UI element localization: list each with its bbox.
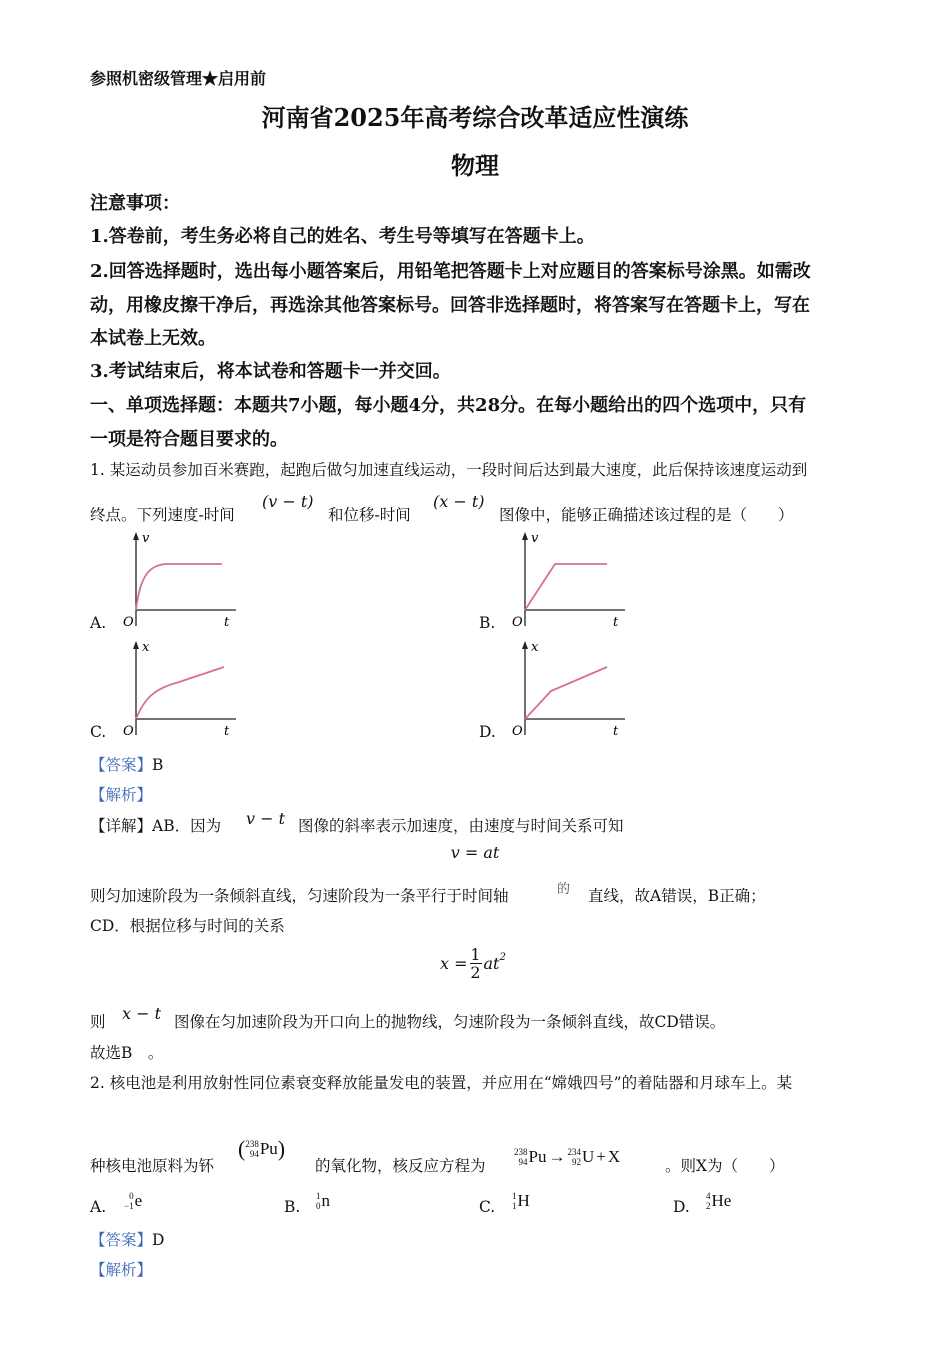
section-heading-line-2: 一项是符合题目要求的。 [90, 429, 288, 450]
q1-option-d-graph[interactable] [507, 639, 637, 739]
a-symbol: e [134, 1191, 143, 1210]
notice-item-2-line-1: 2.回答选择题时，选出每小题答案后，用铅笔把答题卡上对应题目的答案标号涂黑。如需改 [90, 261, 811, 282]
origin-label: O [512, 615, 523, 630]
q1-option-d-label: D. [479, 723, 496, 741]
q2-option-c[interactable] [512, 1184, 530, 1211]
a-z: −1 [124, 1201, 134, 1211]
q1-option-b-label: B. [479, 614, 496, 632]
eq-u-symbol: U [581, 1147, 595, 1166]
axis-label-v: v [142, 531, 150, 546]
q1-stem-line-2b: 和位移-时间 [328, 506, 411, 524]
equation-v-at: v = at [450, 843, 500, 862]
b-mass: 1 [316, 1191, 321, 1201]
d-z: 2 [706, 1201, 711, 1211]
velocity-curve [136, 564, 222, 610]
q2-stem-line-2b: 的氧化物，核反应方程为 [315, 1157, 486, 1175]
q1-detail-vt-symbol: v − t [246, 809, 286, 828]
q1-stem-line-2a: 终点。下列速度-时间 [90, 506, 235, 524]
notice-item-2-line-2: 动，用橡皮擦干净后，再选涂其他答案标号。回答非选择题时，将答案写在答题卡上，写在 [90, 295, 810, 316]
q2-pu-nuclide: ( 238 94 Pu ) [238, 1136, 286, 1161]
c-mass: 1 [512, 1191, 517, 1201]
q1-detail-line-2a: 则匀加速阶段为一条倾斜直线，匀速阶段为一条平行于时间轴 [90, 887, 509, 905]
y-axis-arrow [133, 641, 139, 649]
q1-conclusion: 故选B 。 [90, 1044, 164, 1062]
q2-answer-line [90, 1228, 164, 1250]
answer-tag: 【答案】 [90, 756, 153, 774]
q1-detail-line-1b: 图像的斜率表示加速度，由速度与时间关系可知 [298, 817, 624, 835]
q2-stem-line-2a: 种核电池原料为钚 [90, 1157, 215, 1175]
q1-answer-value: B [152, 756, 164, 774]
eq-pu-mass: 238 [514, 1147, 528, 1157]
notice-item-2-line-3: 本试卷上无效。 [90, 328, 216, 349]
pu-mass-number: 238 [245, 1139, 259, 1149]
notice-item-1: 1.答卷前，考生务必将自己的姓名、考生号等填写在答题卡上。 [90, 226, 595, 247]
axis-label-t: t [613, 615, 619, 630]
q2-option-b[interactable] [316, 1184, 330, 1211]
q2-reaction-equation [514, 1140, 620, 1167]
exam-title: 河南省2025年高考综合改革适应性演练 [261, 103, 689, 132]
fraction-half [470, 946, 482, 981]
d-mass: 4 [706, 1191, 711, 1201]
displacement-line [525, 667, 607, 719]
q1-option-a-graph[interactable] [118, 530, 248, 630]
eq-exponent: 2 [499, 952, 506, 963]
displacement-curve [136, 667, 224, 719]
q2-option-d-label: D. [673, 1198, 690, 1216]
notice-heading: 注意事项： [90, 193, 180, 214]
eq-pu-z: 94 [518, 1157, 528, 1167]
q1-answer-line [90, 753, 163, 775]
q2-option-a-label: A. [90, 1198, 107, 1216]
d-symbol: He [711, 1191, 732, 1210]
q2-analysis-tag: 【解析】 [90, 1261, 153, 1279]
section-heading-line-1: 一、单项选择题：本题共7小题，每小题4分，共28分。在每小题给出的四个选项中，只有 [90, 395, 807, 416]
q1-option-a-label: A. [90, 614, 107, 632]
pu-symbol: Pu [259, 1139, 278, 1158]
eq-pu-symbol: Pu [528, 1147, 547, 1166]
a-mass: 0 [129, 1191, 134, 1201]
axis-label-x: x [531, 640, 539, 655]
notice-item-3: 3.考试结束后，将本试卷和答题卡一并交回。 [90, 361, 451, 382]
equation-x-half-at2 [440, 946, 506, 981]
c-z: 1 [512, 1201, 517, 1211]
y-axis-arrow [522, 532, 528, 540]
q2-option-b-label: B. [284, 1198, 301, 1216]
axis-label-x: x [142, 640, 150, 655]
b-z: 0 [316, 1201, 321, 1211]
b-symbol: n [321, 1191, 330, 1210]
axis-label-t: t [224, 615, 230, 630]
eq-lhs: x = [440, 954, 468, 973]
axis-label-t: t [224, 724, 230, 739]
detail-text-1a: AB．因为 [152, 817, 222, 835]
y-axis-arrow [522, 641, 528, 649]
q1-detail-xt-symbol: x − t [122, 1004, 162, 1023]
velocity-line [525, 564, 607, 610]
y-axis-arrow [133, 532, 139, 540]
q1-detail-line-4a: 则 [90, 1013, 106, 1031]
q1-analysis-tag: 【解析】 [90, 786, 153, 804]
q1-detail-line-3: CD．根据位移与时间的关系 [90, 917, 285, 935]
q1-stem-line-2c: 图像中，能够正确描述该过程的是（ ） [499, 506, 794, 524]
q1-detail-line-1 [90, 814, 221, 836]
eq-rhs: at [483, 954, 500, 973]
q1-option-c-graph[interactable] [118, 639, 248, 739]
q2-answer-value: D [152, 1231, 165, 1249]
q1-option-c-label: C. [90, 723, 107, 741]
eq-u-z: 92 [571, 1157, 581, 1167]
axis-label-v: v [531, 531, 539, 546]
c-symbol: H [517, 1191, 530, 1210]
q1-xt-symbol: (x − t) [433, 492, 485, 511]
arrow-icon: → [548, 1147, 566, 1166]
answer-tag: 【答案】 [90, 1231, 153, 1249]
q1-vt-symbol: (v − t) [262, 492, 314, 511]
q1-option-b-graph[interactable] [507, 530, 637, 630]
pu-atomic-number: 94 [249, 1149, 259, 1159]
plus-icon: + [596, 1147, 606, 1166]
q2-option-c-label: C. [479, 1198, 496, 1216]
q1-stem-line-1: 1. 某运动员参加百米赛跑，起跑后做匀加速直线运动，一段时间后达到最大速度，此后保持该速度运动到 [90, 461, 808, 479]
q1-detail-line-4b: 图像在匀加速阶段为开口向上的抛物线，匀速阶段为一条倾斜直线，故CD错误。 [174, 1013, 726, 1031]
q1-detail-line-2b: 直线，故A错误，B正确； [588, 887, 766, 905]
secret-label: 参照机密级管理★启用前 [90, 69, 267, 88]
detail-tag: 【详解】 [90, 817, 153, 835]
axis-label-t: t [613, 724, 619, 739]
origin-label: O [512, 724, 523, 739]
eq-x-symbol: X [607, 1147, 621, 1166]
origin-label: O [123, 724, 134, 739]
origin-label: O [123, 615, 134, 630]
subject-title: 物理 [451, 151, 499, 180]
fraction-denominator: 2 [470, 963, 481, 982]
q2-option-d[interactable] [706, 1184, 731, 1211]
eq-u-mass: 234 [567, 1147, 581, 1157]
q1-detail-glyph: 的 [557, 882, 571, 897]
q2-option-a[interactable] [124, 1184, 142, 1211]
q2-stem-line-1: 2. 核电池是利用放射性同位素衰变释放能量发电的装置，并应用在“嫦娥四号”的着陆器和月球车上。某 [90, 1074, 793, 1092]
q2-stem-line-2c: 。则X为（ ） [665, 1157, 785, 1175]
fraction-numerator: 1 [470, 945, 481, 964]
